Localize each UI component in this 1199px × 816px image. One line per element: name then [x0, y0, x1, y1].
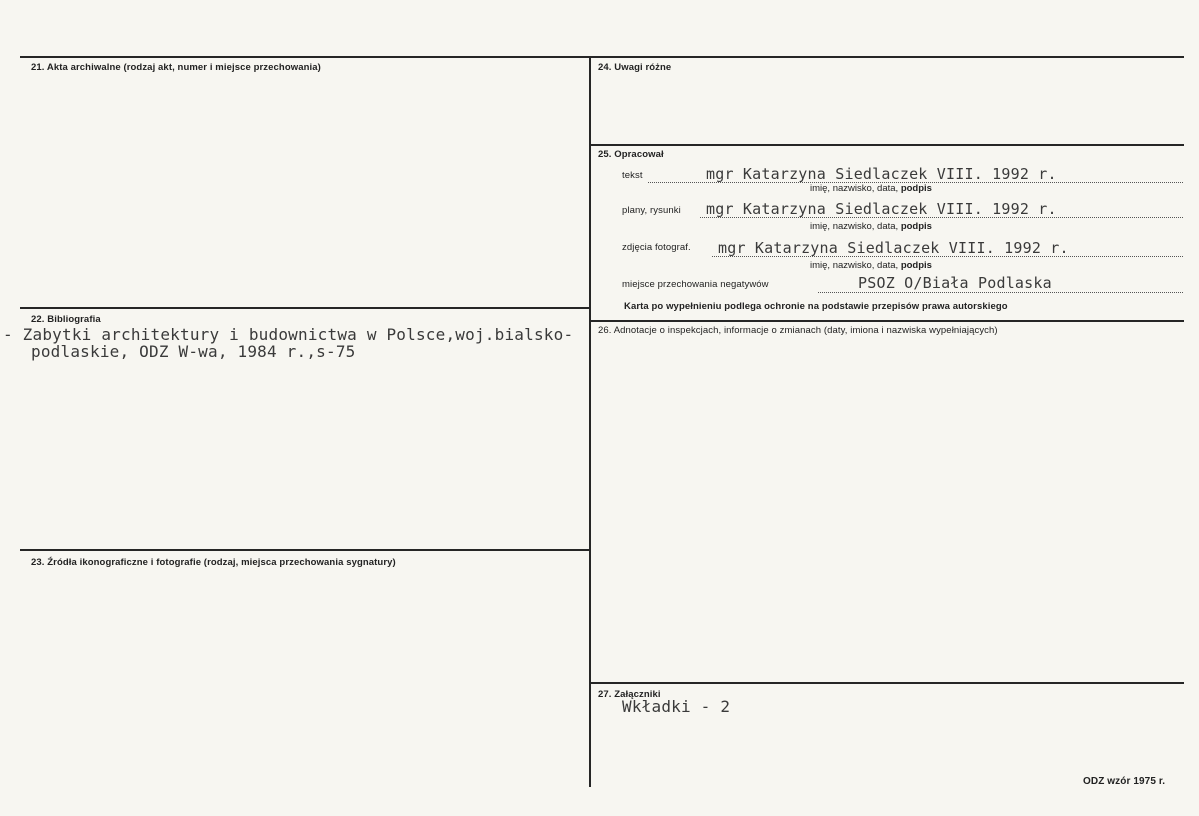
tekst-label: tekst [622, 170, 643, 181]
section-22-label: 22. Bibliografia [31, 314, 101, 325]
section-24-label: 24. Uwagi różne [598, 62, 672, 73]
bibliography-entry-line1: - Zabytki architektury i budownictwa w Polsce,woj.bialsko- [3, 325, 574, 344]
zdjecia-label: zdjęcia fotograf. [622, 242, 691, 253]
negatywy-label: miejsce przechowania negatywów [622, 279, 769, 290]
plany-value: mgr Katarzyna Siedlaczek VIII. 1992 r. [706, 200, 1057, 218]
section-23-label: 23. Źródła ikonograficzne i fotografie (rodzaj, miejsca przechowania sygnatury) [31, 557, 396, 568]
rule-25-26 [591, 320, 1184, 322]
center-divider [589, 57, 591, 787]
bibliography-entry-line2: podlaskie, ODZ W-wa, 1984 r.,s-75 [31, 342, 356, 361]
tekst-value: mgr Katarzyna Siedlaczek VIII. 1992 r. [706, 165, 1057, 183]
form-identifier: ODZ wzór 1975 r. [1083, 776, 1166, 787]
section-25-label: 25. Opracował [598, 149, 664, 160]
rule-26-27 [591, 682, 1184, 684]
plany-label: plany, rysunki [622, 205, 681, 216]
rule-21-22 [20, 307, 590, 309]
section-26-label: 26. Adnotacje o inspekcjach, informacje o zmianach (daty, imiona i nazwiska wypełniających) [598, 325, 998, 336]
rule-24-25 [591, 144, 1184, 146]
negatywy-dotline [818, 292, 1183, 293]
zdjecia-value: mgr Katarzyna Siedlaczek VIII. 1992 r. [718, 239, 1069, 257]
negatywy-value: PSOZ O/Biała Podlaska [858, 274, 1052, 292]
tekst-caption: imię, nazwisko, data, podpis [810, 183, 932, 194]
rule-22-23 [20, 549, 590, 551]
copyright-note: Karta po wypełnieniu podlega ochronie na podstawie przepisów prawa autorskiego [624, 301, 1008, 312]
section-27-label: 27. Załączniki [598, 689, 661, 700]
section-21-label: 21. Akta archiwalne (rodzaj akt, numer i miejsce przechowania) [31, 62, 321, 73]
zdjecia-caption: imię, nazwisko, data, podpis [810, 260, 932, 271]
attachments-value: Wkładki - 2 [622, 697, 731, 716]
top-rule [20, 56, 1184, 58]
plany-caption: imię, nazwisko, data, podpis [810, 221, 932, 232]
